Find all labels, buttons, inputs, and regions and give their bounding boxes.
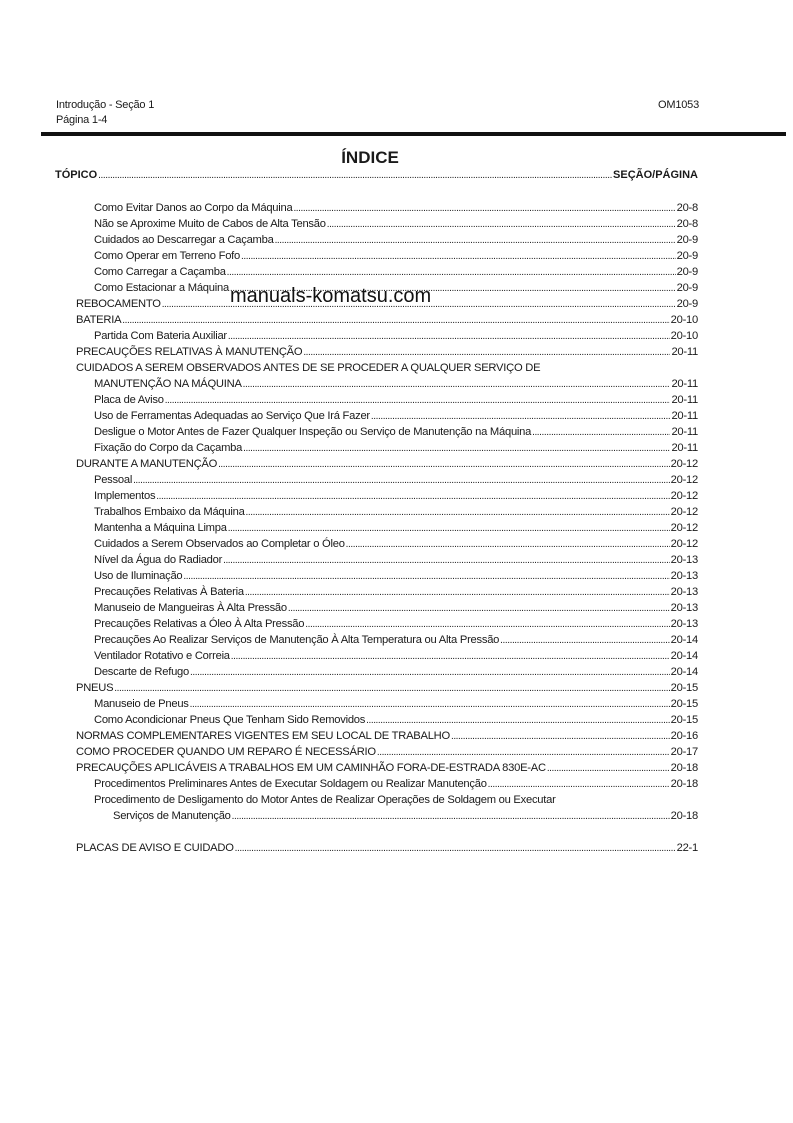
toc-entry[interactable] <box>76 680 698 696</box>
toc-entry-page: 20-11 <box>671 394 698 406</box>
toc-entry-page: 20-14 <box>670 650 698 662</box>
toc-entry-title: BATERIA <box>76 314 122 326</box>
dot-leader <box>288 600 670 617</box>
toc-entry[interactable] <box>76 504 698 520</box>
toc-entry[interactable] <box>76 248 698 264</box>
toc-entry-title: Como Operar em Terreno Fofo <box>94 250 241 262</box>
toc-entry-page: 20-11 <box>671 410 698 422</box>
column-page: SEÇÃO/PÁGINA <box>613 169 698 181</box>
toc-entry-page: 20-18 <box>670 762 698 774</box>
page-title: ÍNDICE <box>341 148 399 167</box>
toc-entry-title: Ventilador Rotativo e Correia <box>94 650 230 662</box>
toc-entry-title: Como Acondicionar Pneus Que Tenham Sido Removidos <box>94 714 366 726</box>
toc-entry-title: Como Estacionar a Máquina <box>94 282 229 294</box>
toc-entry[interactable] <box>76 392 698 408</box>
toc-entry[interactable] <box>76 696 698 712</box>
dot-leader <box>377 744 670 761</box>
dot-leader <box>114 680 669 697</box>
toc-entry-page: 20-13 <box>670 586 698 598</box>
toc-entry-page: 20-12 <box>670 474 698 486</box>
toc-entry[interactable] <box>76 328 698 344</box>
dot-leader <box>156 488 669 505</box>
toc-entry-title: Pessoal <box>94 474 133 486</box>
toc-entry-title: Desligue o Motor Antes de Fazer Qualquer Inspeção ou Serviço de Manutenção na Máquina <box>94 426 532 438</box>
toc-entry[interactable] <box>76 792 698 808</box>
dot-leader <box>218 456 670 473</box>
toc-entry[interactable] <box>76 344 698 360</box>
dot-leader <box>243 376 671 393</box>
toc-entry[interactable] <box>76 760 698 776</box>
toc-entry-title: CUIDADOS A SEREM OBSERVADOS ANTES DE SE PROCEDER A QUALQUER SERVIÇO DE <box>76 362 541 374</box>
toc-entry-page: 20-12 <box>670 458 698 470</box>
toc-entry-page: 20-12 <box>670 538 698 550</box>
toc-entry-page: 20-17 <box>670 746 698 758</box>
dot-leader <box>133 472 670 489</box>
toc-entry-title: Descarte de Refugo <box>94 666 190 678</box>
dot-leader <box>245 584 670 601</box>
toc-entry[interactable] <box>76 408 698 424</box>
toc-entry-title: Procedimento de Desligamento do Motor Antes de Realizar Operações de Soldagem ou Executar <box>94 794 556 806</box>
toc-entry-title: NORMAS COMPLEMENTARES VIGENTES EM SEU LOCAL DE TRABALHO <box>76 730 450 742</box>
dot-leader <box>346 536 670 553</box>
dot-leader <box>228 520 670 537</box>
toc-entry[interactable] <box>76 600 698 616</box>
header-doc-code: OM1053 <box>658 99 699 111</box>
toc-entry-title: Implementos <box>94 490 156 502</box>
toc-entry[interactable] <box>76 424 698 440</box>
toc-entry[interactable] <box>76 568 698 584</box>
toc-entry[interactable] <box>76 200 698 216</box>
dot-leader <box>293 200 675 217</box>
toc-entry-page: 20-9 <box>676 298 698 310</box>
toc-entry[interactable] <box>76 840 698 856</box>
dot-leader <box>232 808 670 825</box>
toc-entry-title: Como Evitar Danos ao Corpo da Máquina <box>94 202 293 214</box>
toc-entry-page: 20-11 <box>671 426 698 438</box>
toc-entry-title: Partida Com Bateria Auxiliar <box>94 330 227 342</box>
dot-leader <box>500 632 669 649</box>
column-topic: TÓPICO <box>55 169 98 181</box>
toc-entry-page: 20-8 <box>676 218 698 230</box>
toc-entry[interactable] <box>76 360 698 376</box>
toc-entry[interactable] <box>76 648 698 664</box>
toc-entry-title: PLACAS DE AVISO E CUIDADO <box>76 842 234 854</box>
toc-entry-title: Cuidados ao Descarregar a Caçamba <box>94 234 274 246</box>
toc-entry[interactable] <box>76 440 698 456</box>
dot-leader <box>165 392 671 409</box>
dot-leader <box>305 616 669 633</box>
header-rule <box>41 132 786 136</box>
toc-entry-title: COMO PROCEDER QUANDO UM REPARO É NECESSÁRIO <box>76 746 376 758</box>
toc-entry[interactable] <box>76 776 698 792</box>
dot-leader <box>488 776 670 793</box>
toc-entry-page: 20-12 <box>670 506 698 518</box>
dot-leader <box>227 264 676 281</box>
toc-entry-title: Como Carregar a Caçamba <box>94 266 226 278</box>
toc-entry-page: 20-14 <box>670 634 698 646</box>
toc-entry[interactable] <box>76 520 698 536</box>
toc-entry-title: Nível da Água do Radiador <box>94 554 223 566</box>
toc-entry-page: 20-10 <box>670 330 698 342</box>
toc-entry-title: MANUTENÇÃO NA MÁQUINA <box>94 378 242 390</box>
toc-entry-page: 20-10 <box>670 314 698 326</box>
dot-leader <box>190 664 670 681</box>
toc-entry-page: 22-1 <box>676 842 698 854</box>
toc-entry[interactable] <box>76 584 698 600</box>
toc-entry-page: 20-11 <box>671 442 698 454</box>
dot-leader <box>275 232 676 249</box>
dot-leader <box>98 169 612 181</box>
toc-entry-page: 20-18 <box>670 778 698 790</box>
toc-entry-title: Serviços de Manutenção <box>113 810 231 822</box>
toc-entry-page: 20-13 <box>670 554 698 566</box>
toc-entry-page: 20-15 <box>670 698 698 710</box>
toc-entry-title: PRECAUÇÕES APLICÁVEIS A TRABALHOS EM UM CAMINHÃO FORA-DE-ESTRADA 830E-AC <box>76 762 546 774</box>
toc-entry-page: 20-11 <box>671 378 698 390</box>
toc-entry[interactable] <box>76 664 698 680</box>
toc-entry-title: Precauções Relativas À Bateria <box>94 586 244 598</box>
toc-entry-title: DURANTE A MANUTENÇÃO <box>76 458 218 470</box>
toc-entry[interactable] <box>76 808 698 824</box>
toc-entry-title: REBOCAMENTO <box>76 298 161 310</box>
toc-entry-title: Uso de Iluminação <box>94 570 183 582</box>
dot-leader <box>547 760 670 777</box>
toc-entry[interactable] <box>76 616 698 632</box>
dot-leader <box>243 440 670 457</box>
toc-entry-page: 20-12 <box>670 490 698 502</box>
toc-entry[interactable] <box>76 216 698 232</box>
toc-entry[interactable] <box>76 712 698 728</box>
toc-entry-page: 20-9 <box>676 266 698 278</box>
toc-entry-page: 20-13 <box>670 570 698 582</box>
toc-entry-page: 20-15 <box>670 682 698 694</box>
toc-entry[interactable] <box>76 312 698 328</box>
toc-entry-page: 20-13 <box>670 602 698 614</box>
dot-leader <box>228 328 670 345</box>
dot-leader <box>223 552 670 569</box>
toc-entry-title: Precauções Ao Realizar Serviços de Manutenção À Alta Temperatura ou Alta Pressão <box>94 634 500 646</box>
dot-leader <box>303 344 670 361</box>
toc-entry-title: Cuidados a Serem Observados ao Completar o Óleo <box>94 538 345 550</box>
toc-entry[interactable] <box>76 264 698 280</box>
dot-leader <box>235 840 676 857</box>
toc-entry[interactable] <box>76 232 698 248</box>
toc-entry[interactable] <box>76 552 698 568</box>
dot-leader <box>532 424 670 441</box>
dot-leader <box>241 248 676 265</box>
header-section: Introdução - Seção 1 <box>56 99 155 111</box>
toc-entry-page: 20-9 <box>676 282 698 294</box>
toc-entry-title: PRECAUÇÕES RELATIVAS À MANUTENÇÃO <box>76 346 303 358</box>
toc-entry-page: 20-18 <box>670 810 698 822</box>
toc-entry-page: 20-13 <box>670 618 698 630</box>
toc-entry-page: 20-15 <box>670 714 698 726</box>
toc-entry[interactable] <box>76 744 698 760</box>
toc-entry-page: 20-9 <box>676 234 698 246</box>
dot-leader <box>190 696 670 713</box>
toc-entry-page: 20-11 <box>671 346 698 358</box>
watermark: manuals-komatsu.com <box>230 285 432 307</box>
dot-leader <box>231 648 670 665</box>
dot-leader <box>122 312 669 329</box>
column-header-row <box>55 169 698 181</box>
toc-entry-page: 20-9 <box>676 250 698 262</box>
toc-entry-page: 20-12 <box>670 522 698 534</box>
toc-entry-page: 20-14 <box>670 666 698 678</box>
dot-leader <box>327 216 676 233</box>
toc-entry-title: Mantenha a Máquina Limpa <box>94 522 227 534</box>
toc-entry[interactable] <box>76 456 698 472</box>
dot-leader <box>451 728 670 745</box>
dot-leader <box>246 504 670 521</box>
toc-entry-title: Uso de Ferramentas Adequadas ao Serviço Que Irá Fazer <box>94 410 370 422</box>
toc-entry-title: PNEUS <box>76 682 114 694</box>
toc-entry-title: Manuseio de Mangueiras À Alta Pressão <box>94 602 287 614</box>
dot-leader <box>183 568 669 585</box>
header-page: Página 1-4 <box>56 114 108 126</box>
toc-entry-page: 20-8 <box>676 202 698 214</box>
toc-entry-title: Fixação do Corpo da Caçamba <box>94 442 243 454</box>
toc-entry-title: Procedimentos Preliminares Antes de Executar Soldagem ou Realizar Manutenção <box>94 778 487 790</box>
dot-leader <box>366 712 670 729</box>
toc-entry[interactable] <box>76 376 698 392</box>
toc-entry-title: Trabalhos Embaixo da Máquina <box>94 506 245 518</box>
toc-entry[interactable] <box>76 472 698 488</box>
toc-entry[interactable] <box>76 536 698 552</box>
toc-entry-title: Placa de Aviso <box>94 394 164 406</box>
toc-entry-title: Não se Aproxime Muito de Cabos de Alta Tensão <box>94 218 326 230</box>
dot-leader <box>371 408 671 425</box>
toc-entry[interactable] <box>76 488 698 504</box>
toc-entry-title: Precauções Relativas a Óleo À Alta Pressão <box>94 618 305 630</box>
toc-entry-page: 20-16 <box>670 730 698 742</box>
toc-entry[interactable] <box>76 632 698 648</box>
toc-entry-title: Manuseio de Pneus <box>94 698 189 710</box>
toc-entry[interactable] <box>76 728 698 744</box>
